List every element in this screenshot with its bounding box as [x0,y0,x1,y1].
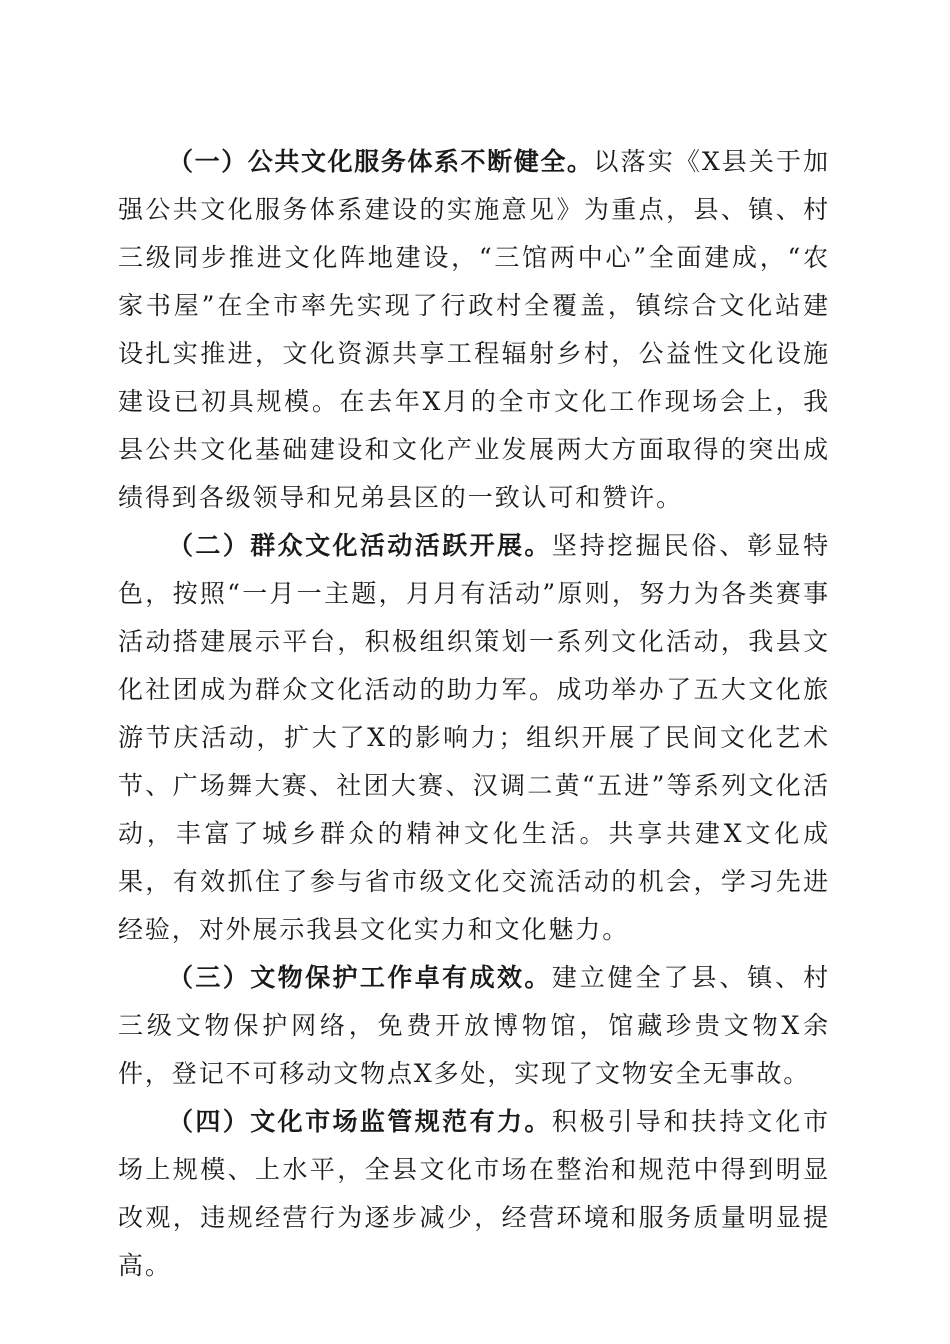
section-1-text: 以落实《X县关于加强公共文化服务体系建设的实施意见》为重点，县、镇、村三级同步推进文化阵地建设，“三馆两中心”全面建成，“农家书屋”在全市率先实现了行政村全覆盖，镇综合文化站建设扎实推进，文化资源共享工程辐射乡村，公益性文化设施建设已初具规模。在去年X月的全市文化工作现场会上，我县公共文化基础建设和文化产业发展两大方面取得的突出成绩得到各级领导和兄弟县区的一致认可和赞许。 [118,147,830,512]
section-4-text: 积极引导和扶持文化市场上规模、上水平，全县文化市场在整治和规范中得到明显改观，违规经营行为逐步减少，经营环境和服务质量明显提高。 [118,1107,830,1280]
section-1-heading: （一）公共文化服务体系不断健全。 [168,147,594,176]
section-3-text: 建立健全了县、镇、村三级文物保护网络，免费开放博物馆，馆藏珍贵文物X余件，登记不可移动文物点X多处，实现了文物安全无事故。 [118,963,830,1088]
section-4-heading: （四）文化市场监管规范有力。 [168,1107,552,1136]
section-3-paragraph [118,954,830,1098]
section-3-heading: （三）文物保护工作卓有成效。 [168,963,552,992]
section-1-paragraph [118,138,830,522]
section-2-heading: （二）群众文化活动活跃开展。 [168,531,552,560]
section-2-paragraph [118,522,830,954]
section-4-paragraph [118,1098,830,1290]
document-body [118,138,830,1290]
section-2-text: 坚持挖掘民俗、彰显特色，按照“一月一主题，月月有活动”原则，努力为各类赛事活动搭建展示平台，积极组织策划一系列文化活动，我县文化社团成为群众文化活动的助力军。成功举办了五大文化旅游节庆活动，扩大了X的影响力；组织开展了民间文化艺术节、广场舞大赛、社团大赛、汉调二黄“五进”等系列文化活动，丰富了城乡群众的精神文化生活。共享共建X文化成果，有效抓住了参与省市级文化交流活动的机会，学习先进经验，对外展示我县文化实力和文化魅力。 [118,531,830,944]
